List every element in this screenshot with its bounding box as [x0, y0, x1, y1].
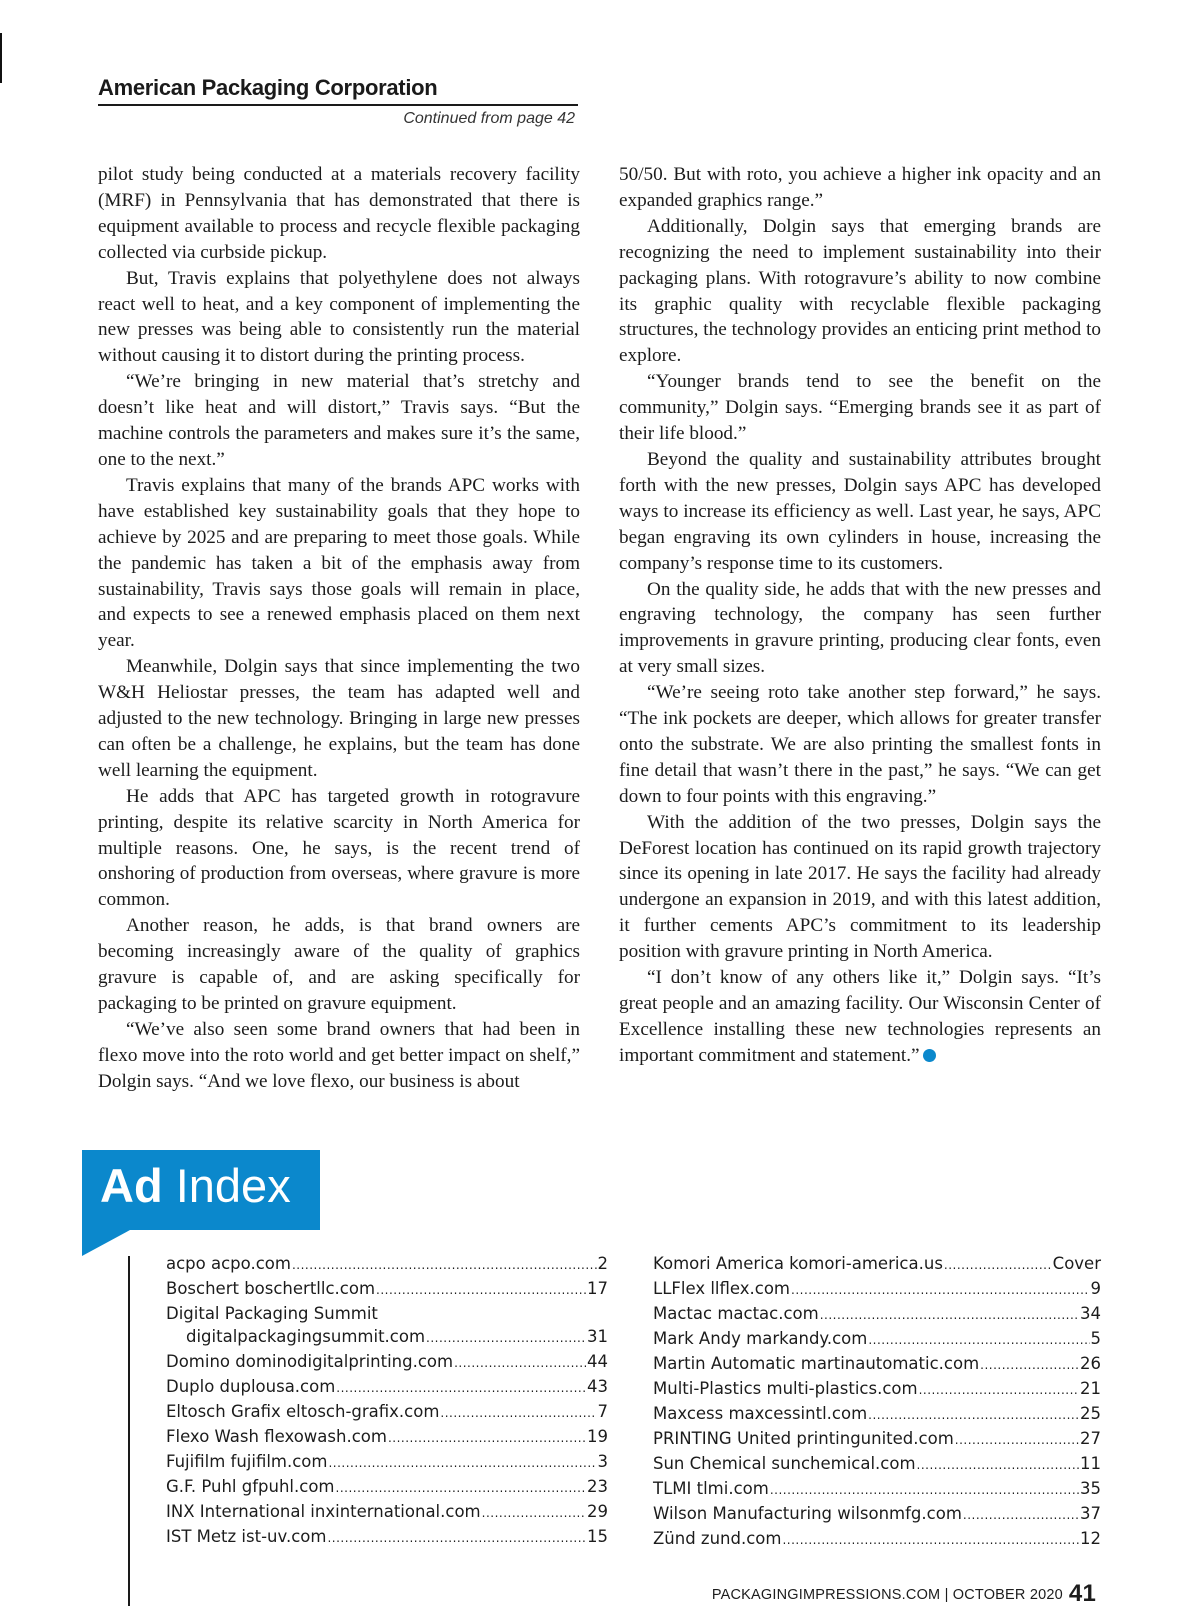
ad-index-list-right [653, 1252, 1101, 1552]
ad-index-advertiser: Mark Andy markandy.com [653, 1329, 868, 1348]
ad-index-page: 23 [587, 1477, 608, 1496]
ad-index-entry [653, 1377, 1101, 1402]
dot-leader [868, 1402, 1079, 1427]
ad-index-advertiser: Martin Automatic martinautomatic.com [653, 1354, 980, 1373]
dot-leader [336, 1475, 586, 1500]
ad-index-advertiser: Boschert boschertllc.com [166, 1279, 376, 1298]
ad-index-page: Cover [1052, 1254, 1101, 1273]
ad-index-advertiser: Sun Chemical sunchemical.com [653, 1454, 916, 1473]
ad-index-advertiser: G.F. Puhl gfpuhl.com [166, 1477, 335, 1496]
ad-index-entry [653, 1327, 1101, 1352]
dot-leader [917, 1452, 1079, 1477]
ad-index-entry [653, 1527, 1101, 1552]
ad-index-advertiser: Zünd zund.com [653, 1529, 782, 1548]
company-heading: American Packaging Corporation [98, 75, 438, 100]
ad-index-page: 27 [1080, 1429, 1101, 1448]
ad-index-rule [128, 1256, 130, 1606]
dot-leader [791, 1277, 1089, 1302]
ad-index-entry [166, 1500, 608, 1525]
dot-leader [292, 1252, 597, 1277]
footer-text: PACKAGINGIMPRESSIONS.COM | OCTOBER 2020 [711, 1587, 1063, 1603]
paragraph: Additionally, Dolgin says that emerging brands are recognizing the need to implement sustainability into their packaging plans. With rotogravure’s ability to now combine its graphic quality with recyclable flexible packaging structures, the technology provides an enticing print method to explore. [619, 215, 1101, 367]
ad-index-advertiser: TLMI tlmi.com [653, 1479, 769, 1498]
ad-index-page: 12 [1080, 1529, 1101, 1548]
ad-index-advertiser: INX International inxinternational.com [166, 1502, 481, 1521]
paragraph-final [619, 965, 1101, 1069]
paragraph: But, Travis explains that polyethylene does not always react well to heat, and a key component of implementing the new presses was being able to consistently run the material without causing it to distort during the printing process. [98, 267, 580, 367]
paragraph-text: “I don’t know of any others like it,” Dolgin says. “It’s great people and an amazing facility. Our Wisconsin Center of Excellence installing these new technologies represents an important commitment and statement.” [619, 967, 1101, 1066]
heading-rule [98, 104, 578, 106]
ad-index-entry [653, 1402, 1101, 1427]
end-of-story-icon [923, 1049, 936, 1062]
paragraph: Beyond the quality and sustainability attributes brought forth with the new presses, Dolgin says APC has developed ways to increase its efficiency as well. Last year, he says, APC began engraving its own cylinders in house, increasing the company’s response time to its customers. [619, 448, 1101, 574]
ad-index-advertiser: Eltosch Grafix eltosch-grafix.com [166, 1402, 440, 1421]
ad-index-entry [166, 1252, 608, 1277]
paragraph: “Younger brands tend to see the benefit on the community,” Dolgin says. “Emerging brands see it as part of their life blood.” [619, 371, 1101, 445]
ad-index-advertiser: Komori America komori-america.us [653, 1254, 943, 1273]
dot-leader [782, 1527, 1079, 1552]
ad-index-advertiser: LLFlex llflex.com [653, 1279, 791, 1298]
dot-leader [980, 1352, 1079, 1377]
ad-index-page: 31 [587, 1327, 608, 1346]
ad-index-page: 9 [1090, 1279, 1101, 1298]
paragraph: “We’re seeing roto take another step forward,” he says. “The ink pockets are deeper, which allows for greater transfer onto the substrate. We are also printing the smallest fonts in fine detail that wasn’t there in the past,” he says. “We can get down to four points with this engraving.” [619, 682, 1101, 807]
ad-index-advertiser: Fujifilm fujifilm.com [166, 1452, 328, 1471]
ad-index-entry [166, 1400, 608, 1425]
ad-index-entry [166, 1375, 608, 1400]
ad-index-page: 35 [1080, 1479, 1101, 1498]
ad-index-page: 2 [597, 1254, 608, 1273]
ad-index-advertiser: digitalpackagingsummit.com [186, 1327, 426, 1346]
ad-index-entry [166, 1475, 608, 1500]
paragraph: “We’ve also seen some brand owners that had been in flexo move into the roto world and get better impact on shelf,” Dolgin says. “And we love flexo, our business is about [98, 1018, 580, 1092]
paragraph: “We’re bringing in new material that’s stretchy and doesn’t like heat and will distort,” Travis says. “But the machine controls the parameters and makes sure it’s the same, one to the next.” [98, 371, 580, 470]
dot-leader [963, 1502, 1079, 1527]
ad-index-page: 7 [597, 1402, 608, 1421]
ad-index-entry [653, 1302, 1101, 1327]
dot-leader [820, 1302, 1079, 1327]
ad-index-page: 15 [587, 1527, 608, 1546]
dot-leader [336, 1375, 586, 1400]
dot-leader [919, 1377, 1079, 1402]
crop-mark [0, 33, 2, 83]
ad-index-entry [166, 1525, 608, 1550]
dot-leader [327, 1525, 586, 1550]
ad-index-entry [653, 1277, 1101, 1302]
paragraph: 50/50. But with roto, you achieve a higher ink opacity and an expanded graphics range.” [619, 164, 1101, 211]
ad-index-list-left [166, 1252, 608, 1550]
ad-index-entry [653, 1252, 1101, 1277]
ad-index-page: 25 [1080, 1404, 1101, 1423]
ad-index-entry [653, 1502, 1101, 1527]
ad-index-advertiser: Flexo Wash flexowash.com [166, 1427, 387, 1446]
paragraph: He adds that APC has targeted growth in rotogravure printing, despite its relative scarcity in North America for multiple reasons. One, he says, is the recent trend of onshoring of production from overseas, where gravure is more common. [98, 785, 580, 911]
ad-index-entry [166, 1302, 608, 1350]
ad-index-title-bold: Ad [100, 1159, 163, 1212]
dot-leader [440, 1400, 596, 1425]
dot-leader [454, 1350, 586, 1375]
ad-index-entry [166, 1277, 608, 1302]
ad-index-title-light: Index [175, 1159, 291, 1212]
paragraph: Another reason, he adds, is that brand owners are becoming increasingly aware of the quality of graphics gravure is capable of, and are asking specifically for packaging to be printed on gravure equipment. [98, 915, 580, 1014]
ad-index-page: 34 [1080, 1304, 1101, 1323]
ad-index-banner-notch [82, 1230, 130, 1256]
ad-index-page: 11 [1080, 1454, 1101, 1473]
article-column-left [98, 162, 580, 1095]
ad-index-advertiser: Digital Packaging Summit [166, 1304, 378, 1323]
paragraph: Travis explains that many of the brands APC works with have established key sustainability goals that they hope to achieve by 2025 and are preparing to meet those goals. While the pandemic has taken a bit of the emphasis away from sustainability, Travis says those goals will remain in place, and expects to see a renewed emphasis placed on them next year. [98, 474, 580, 652]
paragraph: With the addition of the two presses, Dolgin says the DeForest location has continued on its rapid growth trajectory since its opening in late 2017. He says the facility had already undergone an expansion in 2019, and with this latest addition, it further cements APC’s commitment to its leadership position with gravure printing in North America. [619, 811, 1101, 963]
ad-index-entry [653, 1477, 1101, 1502]
dot-leader [955, 1427, 1079, 1452]
paragraph: Meanwhile, Dolgin says that since implementing the two W&H Heliostar presses, the team has adapted well and adjusted to the new technology. Bringing in large new presses can often be a challenge, he explains, but the team has done well learning the equipment. [98, 656, 580, 781]
dot-leader [388, 1425, 586, 1450]
continued-note: Continued from page 42 [403, 110, 575, 127]
ad-index-page: 29 [587, 1502, 608, 1521]
ad-index-advertiser: Maxcess maxcessintl.com [653, 1404, 868, 1423]
page-number: 41 [1068, 1580, 1096, 1607]
dot-leader [944, 1252, 1052, 1277]
paragraph: On the quality side, he adds that with the new presses and engraving technology, the company has seen further improvements in gravure printing, producing clear fonts, even at very small sizes. [619, 578, 1101, 678]
ad-index-advertiser: Duplo duplousa.com [166, 1377, 336, 1396]
ad-index-advertiser: Wilson Manufacturing wilsonmfg.com [653, 1504, 962, 1523]
ad-index-entry [166, 1425, 608, 1450]
dot-leader [426, 1325, 586, 1350]
ad-index-entry [166, 1350, 608, 1375]
dot-leader [328, 1450, 596, 1475]
page-footer [712, 1580, 1096, 1608]
ad-index-entry [166, 1450, 608, 1475]
ad-index-title [100, 1158, 291, 1213]
ad-index-entry [653, 1352, 1101, 1377]
ad-index-entry [653, 1452, 1101, 1477]
ad-index-advertiser: Domino dominodigitalprinting.com [166, 1352, 454, 1371]
ad-index-page: 19 [587, 1427, 608, 1446]
article-column-right [619, 162, 1101, 1069]
ad-index-advertiser: Multi-Plastics multi-plastics.com [653, 1379, 918, 1398]
paragraph: pilot study being conducted at a materials recovery facility (MRF) in Pennsylvania that has demonstrated that there is equipment available to process and recycle flexible packaging collected via curbside pickup. [98, 164, 580, 263]
ad-index-advertiser: Mactac mactac.com [653, 1304, 819, 1323]
ad-index-page: 17 [587, 1279, 608, 1298]
dot-leader [770, 1477, 1079, 1502]
ad-index-page: 43 [587, 1377, 608, 1396]
dot-leader [482, 1500, 586, 1525]
ad-index-page: 26 [1080, 1354, 1101, 1373]
ad-index-page: 37 [1080, 1504, 1101, 1523]
ad-index-entry [653, 1427, 1101, 1452]
ad-index-advertiser: PRINTING United printingunited.com [653, 1429, 954, 1448]
ad-index-advertiser: acpo acpo.com [166, 1254, 291, 1273]
ad-index-page: 44 [587, 1352, 608, 1371]
dot-leader [376, 1277, 586, 1302]
ad-index-entry [166, 1325, 608, 1350]
ad-index-page: 21 [1080, 1379, 1101, 1398]
ad-index-advertiser: IST Metz ist-uv.com [166, 1527, 327, 1546]
ad-index-page: 5 [1090, 1329, 1101, 1348]
dot-leader [868, 1327, 1089, 1352]
ad-index-page: 3 [597, 1452, 608, 1471]
